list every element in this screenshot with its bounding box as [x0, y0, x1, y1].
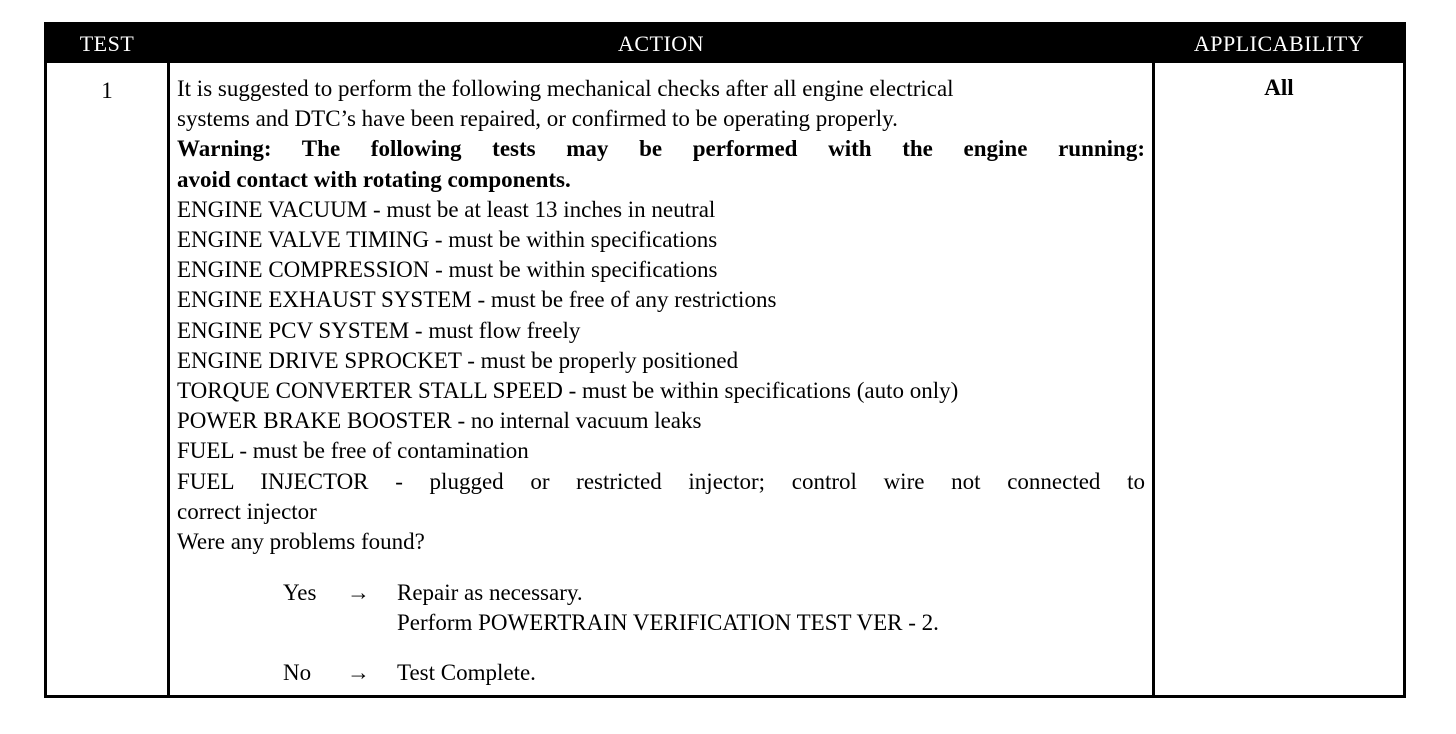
arrow-icon: →: [347, 580, 370, 605]
header-applicability: APPLICABILITY: [1193, 31, 1365, 56]
check-item: ENGINE COMPRESSION - must be within specifications: [177, 257, 718, 283]
check-item: ENGINE PCV SYSTEM - must flow freely: [177, 317, 581, 343]
applicability-value: All: [1264, 75, 1294, 100]
no-label: No: [283, 660, 312, 685]
yes-result: Repair as necessary.: [397, 580, 583, 605]
action-line: It is suggested to perform the following mechanical checks after all engine electrical: [177, 76, 954, 101]
diagnostic-table: [44, 22, 1406, 698]
action-text: [177, 74, 1145, 557]
check-item: ENGINE EXHAUST SYSTEM - must be free of any restrictions: [177, 287, 777, 313]
action-line: systems and DTC’s have been repaired, or confirmed to be operating properly.: [177, 106, 898, 132]
warning-line: Warning: The following tests may be performed with the engine running:: [177, 136, 1145, 162]
column-divider: [1152, 63, 1155, 695]
check-item: ENGINE VACUUM - must be at least 13 inches in neutral: [177, 196, 716, 222]
question: Were any problems found?: [177, 529, 425, 555]
check-item: FUEL - must be free of contamination: [177, 438, 529, 464]
table-header: [47, 25, 1403, 63]
warning-line: avoid contact with rotating components.: [177, 166, 571, 192]
yes-result-2: Perform POWERTRAIN VERIFICATION TEST VER - 2.: [397, 610, 939, 635]
check-item: correct injector: [177, 498, 317, 524]
check-item: POWER BRAKE BOOSTER - no internal vacuum leaks: [177, 408, 702, 434]
header-action: ACTION: [617, 31, 705, 56]
test-number: 1: [101, 78, 113, 103]
check-item: ENGINE DRIVE SPROCKET - must be properly positioned: [177, 347, 739, 373]
check-item: ENGINE VALVE TIMING - must be within specifications: [177, 227, 718, 253]
header-test: TEST: [79, 31, 135, 56]
check-item: TORQUE CONVERTER STALL SPEED - must be within specifications (auto only): [177, 378, 959, 404]
column-divider: [167, 63, 170, 695]
no-result: Test Complete.: [397, 660, 536, 685]
arrow-icon: →: [347, 660, 370, 685]
yes-label: Yes: [283, 580, 317, 605]
check-item: FUEL INJECTOR - plugged or restricted injector; control wire not connected to: [177, 468, 1145, 494]
